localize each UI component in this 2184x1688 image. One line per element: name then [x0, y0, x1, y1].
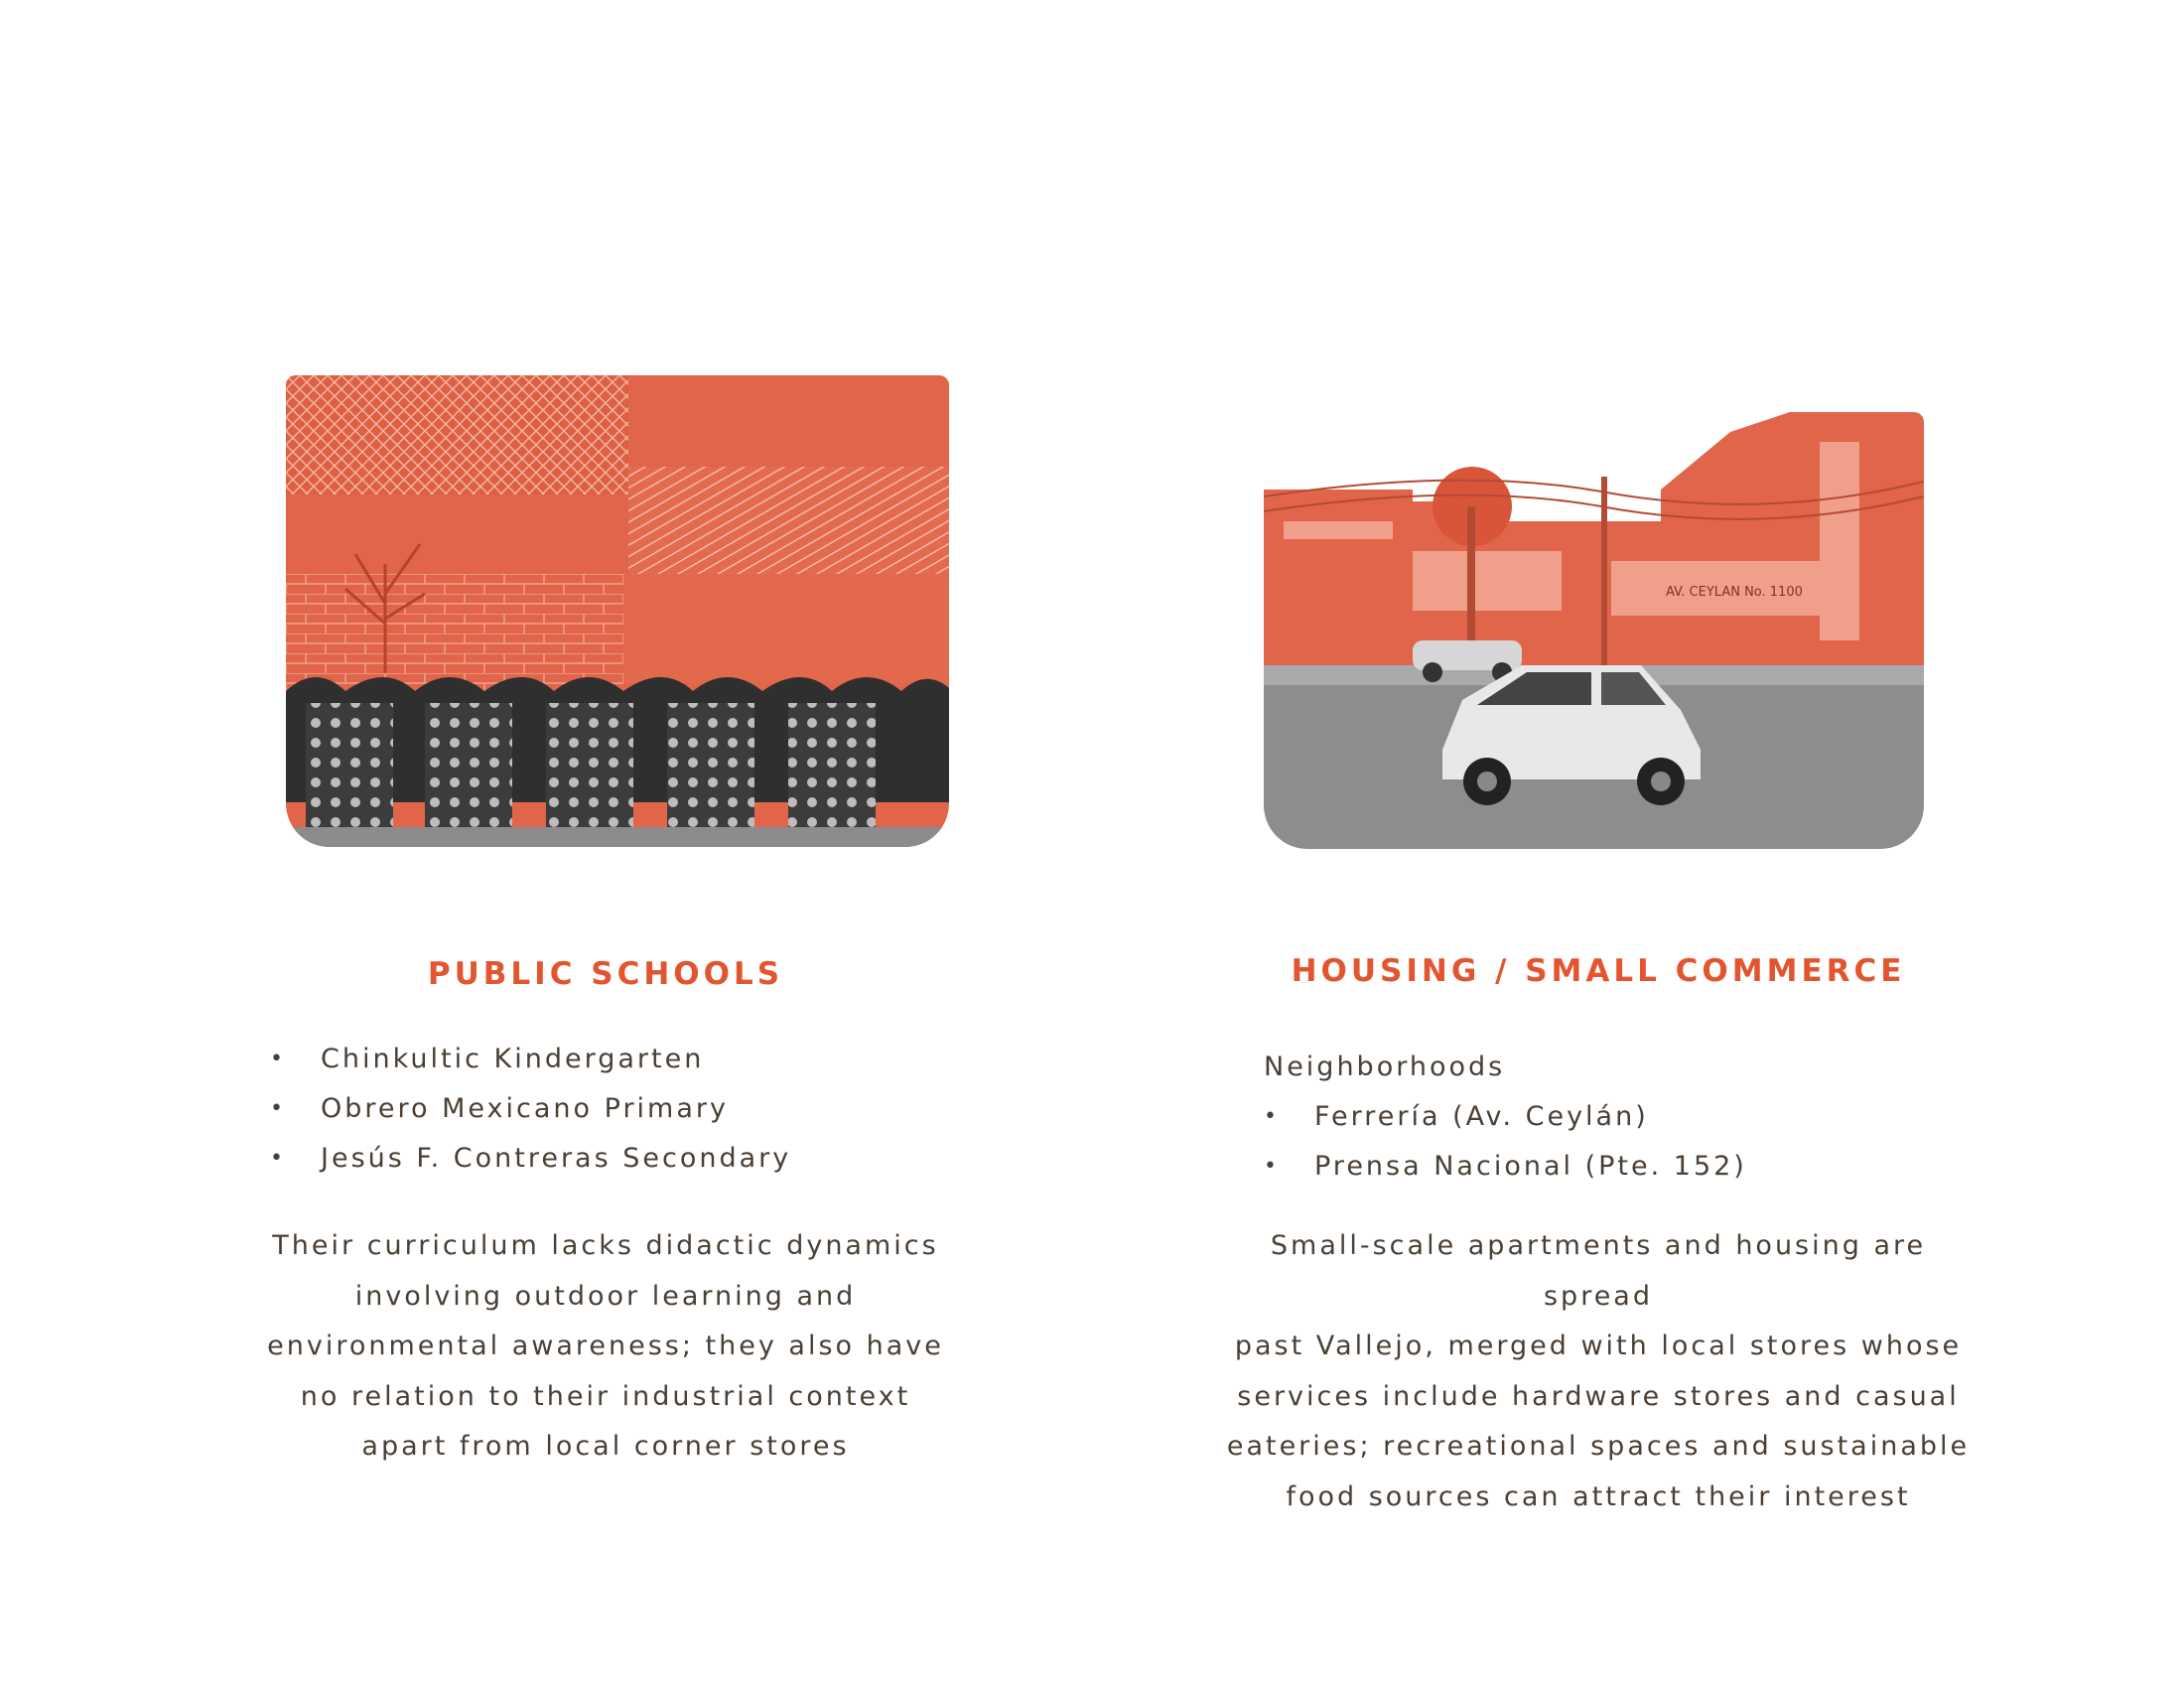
list-item-label: Prensa Nacional (Pte. 152)	[1314, 1151, 1747, 1182]
description-line: past Vallejo, merged with local stores whose	[1234, 1331, 1963, 1361]
description-line: involving outdoor learning and	[354, 1280, 857, 1312]
description-line: apart from local corner stores	[361, 1431, 850, 1462]
list-item	[1264, 1092, 1747, 1142]
description-line: no relation to their industrial context	[300, 1380, 911, 1412]
description-line: eateries; recreational spaces and sustainable	[1226, 1431, 1971, 1462]
list-item	[270, 1134, 791, 1184]
description-line: Their curriculum lacks didactic dynamics	[272, 1230, 939, 1261]
list-item-label: Jesús F. Contreras Secondary	[321, 1143, 792, 1174]
housing-card	[1211, 367, 1985, 1512]
bullet: •	[270, 1047, 286, 1071]
schools-list	[270, 1035, 791, 1184]
schools-description	[248, 1221, 963, 1473]
list-item	[1264, 1142, 1747, 1192]
description-line: environmental awareness; they also have	[267, 1331, 944, 1361]
list-item-label: Obrero Mexicano Primary	[321, 1093, 729, 1124]
street-photo	[1264, 412, 1924, 849]
list-item-label: Chinkultic Kindergarten	[321, 1044, 705, 1074]
list-item	[270, 1035, 791, 1084]
sign-text: AV. CEYLAN No. 1100	[1666, 585, 1803, 600]
bullet: •	[1264, 1104, 1280, 1129]
neighborhoods-label: Neighborhoods	[1264, 1052, 1506, 1082]
school-fence-photo	[286, 375, 949, 847]
public-schools-card	[248, 367, 963, 1489]
description-line: services include hardware stores and casual	[1237, 1380, 1960, 1412]
bullet: •	[270, 1096, 286, 1121]
list-item	[270, 1084, 791, 1134]
description-line: Small-scale apartments and housing are spread	[1270, 1230, 1927, 1312]
bullet: •	[270, 1146, 286, 1171]
description-line: food sources can attract their interest	[1286, 1480, 1911, 1512]
housing-title: HOUSING / SMALL COMMERCE	[1291, 953, 1906, 989]
housing-description	[1211, 1221, 1985, 1522]
neighborhoods-list	[1264, 1092, 1747, 1192]
list-item-label: Ferrería (Av. Ceylán)	[1314, 1101, 1649, 1132]
bullet: •	[1264, 1154, 1280, 1179]
public-schools-title: PUBLIC SCHOOLS	[427, 956, 784, 992]
